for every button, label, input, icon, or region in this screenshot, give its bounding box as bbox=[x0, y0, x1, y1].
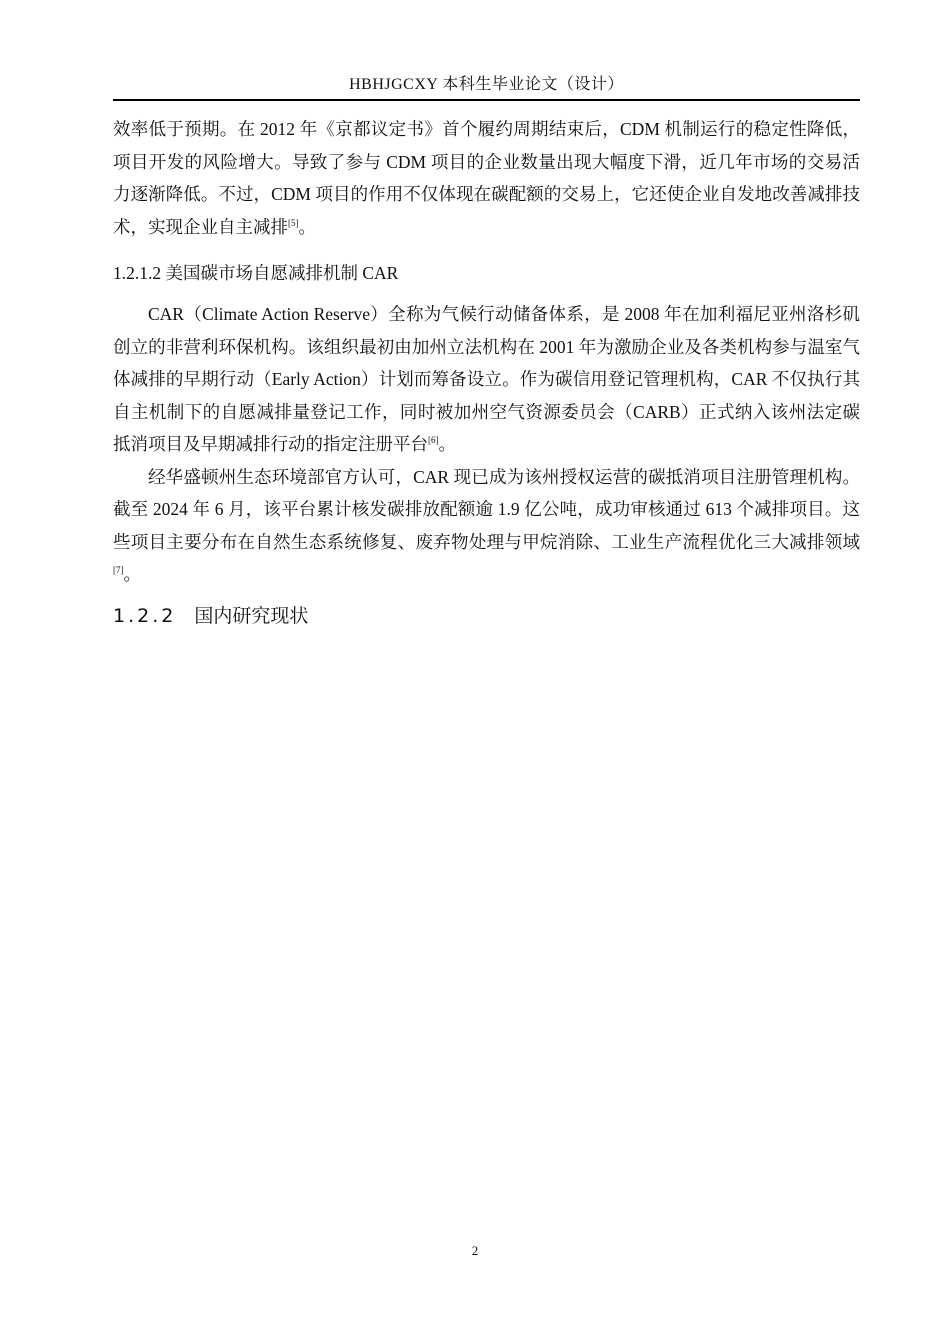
citation-5[interactable]: [5] bbox=[288, 217, 299, 228]
paragraph-car-intro bbox=[113, 298, 860, 461]
paragraph-end: 。 bbox=[438, 434, 456, 454]
section-heading bbox=[113, 601, 860, 631]
paragraph-car-status bbox=[113, 461, 860, 591]
paragraph-end: 。 bbox=[123, 564, 141, 584]
citation-7[interactable]: [7] bbox=[113, 565, 124, 575]
subsection-heading: 1.2.1.2 美国碳市场自愿减排机制 CAR bbox=[113, 263, 399, 283]
section-title: 国内研究现状 bbox=[194, 604, 309, 627]
paragraph-end: 。 bbox=[298, 216, 316, 237]
section-number: 1.2.2 bbox=[113, 604, 177, 627]
running-header: HBHJGCXY 本科生毕业论文（设计） bbox=[349, 76, 624, 93]
paragraph-cdm bbox=[113, 113, 860, 243]
paragraph-text: 经华盛顿州生态环境部官方认可，CAR 现已成为该州授权运营的碳抵消项目注册管理机构。截至 2024 年 6 月，该平台累计核发碳排放配额逾 1.9 亿公吨，成功审核通过 613 个减排项目。这些项目主要分布在自然生态系统修复、废弃物处理与甲烷消除、工业生产流程优化三大减排领域 bbox=[113, 466, 860, 552]
page-number: 2 bbox=[471, 1243, 479, 1258]
page-body bbox=[113, 113, 860, 631]
citation-6[interactable]: [6] bbox=[428, 435, 439, 445]
header-rule bbox=[113, 99, 860, 101]
paragraph-text: 效率低于预期。在 2012 年《京都议定书》首个履约周期结束后，CDM 机制运行的稳定性降低，项目开发的风险增大。导致了参与 CDM 项目的企业数量出现大幅度下滑，近几年市场的交易活力逐渐降低。不过，CDM 项目的作用不仅体现在碳配额的交易上，它还使企业自发地改善减排技术，实现企业自主减排 bbox=[113, 119, 860, 237]
paragraph-text: CAR（Climate Action Reserve）全称为气候行动储备体系，是 2008 年在加利福尼亚州洛杉矶创立的非营利环保机构。该组织最初由加州立法机构在 2001 年为激励企业及各类机构参与温室气体减排的早期行动（Early Action）计划而筹备设立。作为碳信用登记管理机构，CAR 不仅执行其自主机制下的自愿减排量登记工作，同时被加州空气资源委员会（CARB）正式纳入该州法定碳抵消项目及早期减排行动的指定注册平台 bbox=[113, 304, 860, 454]
